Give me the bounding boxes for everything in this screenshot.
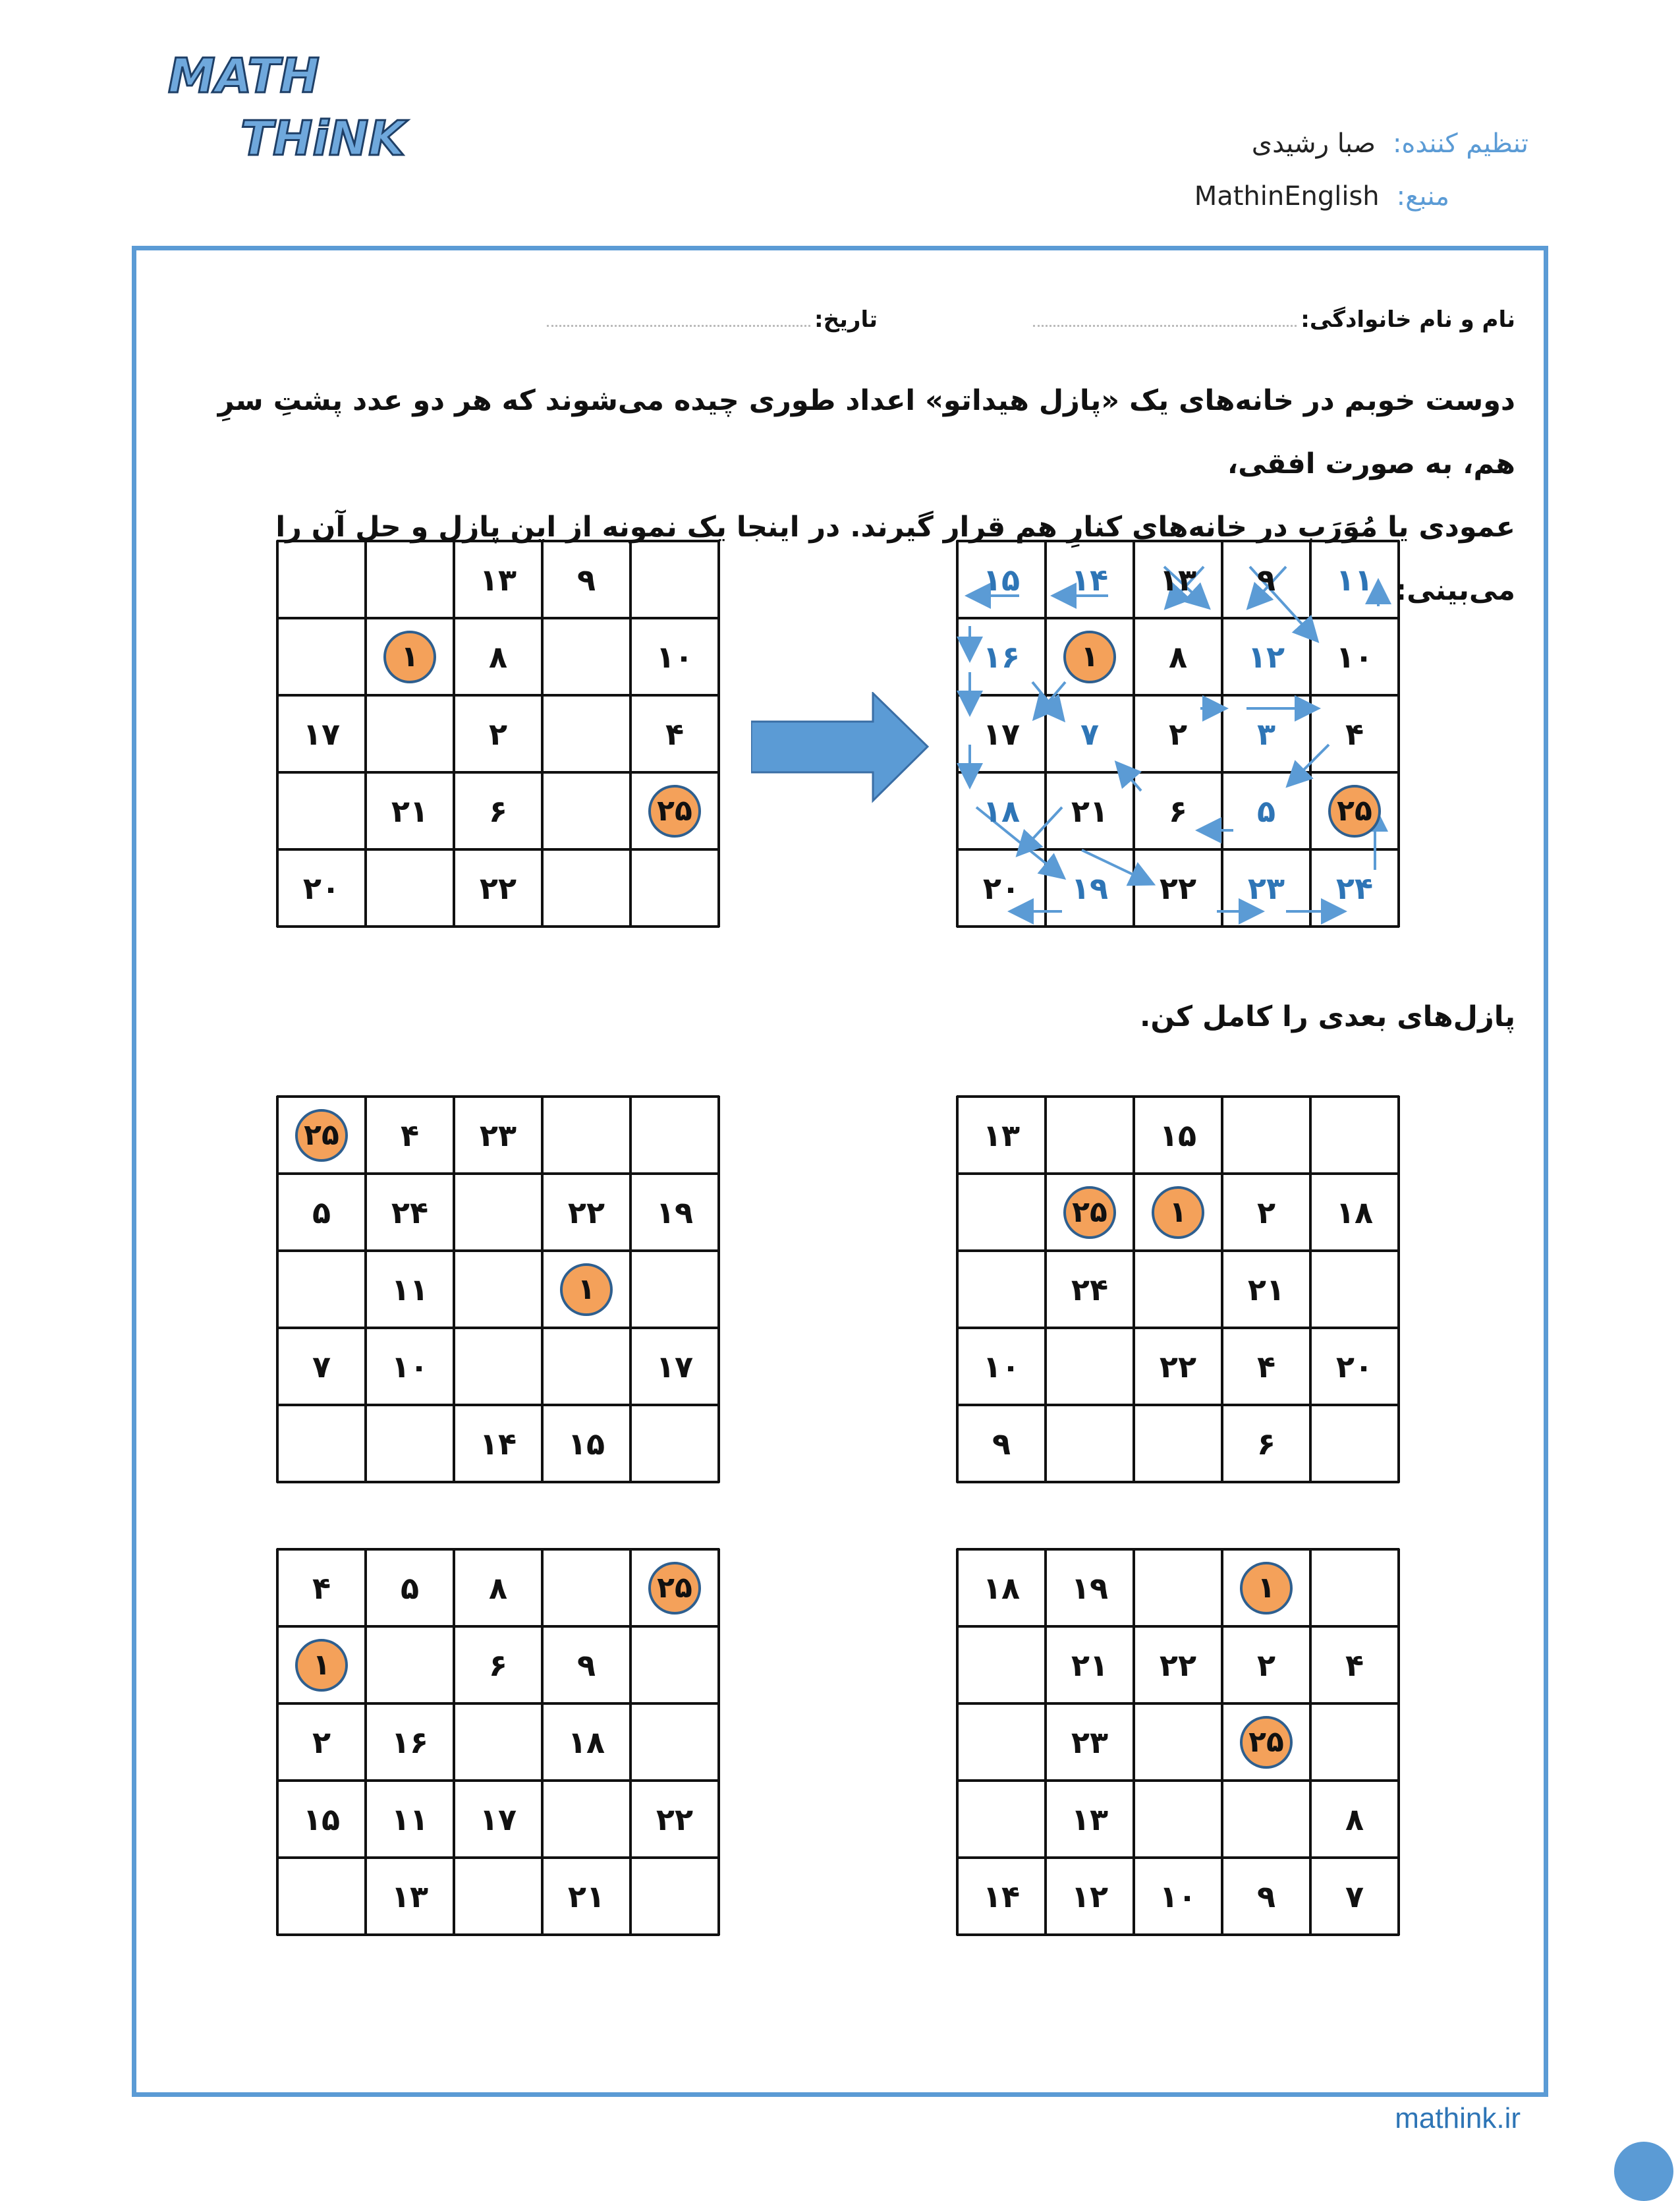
solution-arrow-icon: [751, 692, 929, 804]
source-value: MathinEnglish: [1194, 181, 1380, 212]
grid-cell[interactable]: [366, 541, 454, 618]
grid-cell: ۵: [312, 1194, 331, 1230]
grid-cell: [630, 772, 719, 849]
circled-number: ۲۵: [1328, 785, 1381, 838]
grid-cell: ۱۸: [982, 793, 1021, 829]
grid-cell: ۲: [1256, 1647, 1276, 1683]
grid-cell: ۵: [1256, 793, 1276, 829]
grid-cell: ۱۵: [302, 1801, 341, 1837]
grid-cell: ۹: [1256, 1878, 1276, 1914]
organizer-label: تنظیم کننده:: [1392, 129, 1528, 159]
grid-cell: ۲۳: [1071, 1724, 1109, 1760]
grid-cell[interactable]: [957, 1174, 1046, 1251]
mathink-logo: [165, 40, 415, 171]
grid-cell[interactable]: [542, 1328, 630, 1405]
grid-cell: ۱۶: [391, 1724, 429, 1760]
svg-text:MATH: MATH: [168, 48, 320, 103]
grid-cell[interactable]: [630, 1626, 719, 1703]
circled-number: ۲۵: [648, 1562, 701, 1615]
circled-number: ۱: [1240, 1562, 1293, 1615]
grid-cell: ۱۷: [982, 716, 1021, 752]
grid-cell: [542, 1251, 630, 1328]
grid-cell: ۲۲: [1159, 870, 1197, 906]
source-label: منبع:: [1396, 181, 1449, 212]
grid-cell: ۲: [312, 1724, 331, 1760]
grid-cell: ۱۱: [391, 1801, 429, 1837]
footer-site[interactable]: mathink.ir: [1395, 2102, 1521, 2134]
circled-number: ۲۵: [1240, 1716, 1293, 1769]
grid-cell: ۱۰: [656, 639, 694, 675]
grid-cell: ۹: [576, 1647, 596, 1683]
grid-cell: ۱۳: [982, 1117, 1021, 1153]
grid-cell[interactable]: [366, 1405, 454, 1482]
grid-cell: ۱۴: [1071, 561, 1109, 598]
circled-number: ۱: [295, 1639, 348, 1692]
grid-cell: ۲۲: [479, 870, 517, 906]
grid-cell: ۲۱: [391, 793, 429, 829]
grid-cell[interactable]: [1134, 1781, 1222, 1858]
grid-cell: ۱۰: [982, 1348, 1021, 1385]
grid-cell: ۴: [1345, 1647, 1364, 1683]
circled-number: ۲۵: [295, 1109, 348, 1162]
grid-cell: ۷: [312, 1348, 331, 1385]
grid-cell[interactable]: [1046, 1405, 1134, 1482]
grid-cell: ۵: [400, 1570, 420, 1606]
grid-cell: ۱۹: [1071, 870, 1109, 906]
grid-cell: ۷: [1080, 716, 1100, 752]
grid-cell[interactable]: [1310, 1405, 1399, 1482]
grid-cell: ۲۰: [302, 870, 341, 906]
grid-cell: ۲۴: [1335, 870, 1374, 906]
grid-cell[interactable]: [1222, 1097, 1310, 1174]
grid-cell: ۱۳: [1071, 1801, 1109, 1837]
grid-cell: ۱۱: [1335, 561, 1374, 598]
svg-text:THiNK: THiNK: [240, 111, 406, 166]
puzzle-b-grid[interactable]: [957, 1096, 1398, 1481]
grid-cell: ۱۷: [656, 1348, 694, 1385]
grid-cell: ۲۰: [982, 870, 1021, 906]
date-label: تاریخ:: [814, 306, 878, 333]
grid-cell[interactable]: [454, 1703, 542, 1781]
grid-cell[interactable]: [542, 772, 630, 849]
name-label: نام و نام خانوادگی:: [1301, 306, 1515, 333]
circled-number: ۱: [383, 631, 436, 683]
grid-cell: ۲۴: [391, 1194, 429, 1230]
grid-cell: ۸: [1345, 1801, 1364, 1837]
grid-cell: [1046, 1174, 1134, 1251]
grid-cell[interactable]: [542, 849, 630, 927]
grid-cell[interactable]: [542, 1549, 630, 1626]
grid-cell: ۲: [488, 716, 508, 752]
grid-cell: ۲۲: [567, 1194, 605, 1230]
grid-cell: ۱۵: [1159, 1117, 1197, 1153]
section-heading: پازل‌های بعدی را کامل کن.: [1140, 1000, 1515, 1033]
grid-cell: ۱۹: [656, 1194, 694, 1230]
grid-cell: ۱۳: [1159, 561, 1197, 598]
grid-cell: ۲۲: [656, 1801, 694, 1837]
grid-cell: ۱۹: [1071, 1570, 1109, 1606]
grid-cell[interactable]: [1310, 1549, 1399, 1626]
grid-cell: ۱۸: [982, 1570, 1021, 1606]
date-line[interactable]: [547, 325, 810, 327]
grid-cell: ۱۴: [982, 1878, 1021, 1914]
grid-cell[interactable]: [1134, 1549, 1222, 1626]
grid-cell: ۱۷: [302, 716, 341, 752]
grid-cell: ۱۴: [479, 1425, 517, 1462]
grid-cell[interactable]: [1046, 1328, 1134, 1405]
grid-cell: ۱۷: [479, 1801, 517, 1837]
grid-cell: ۱۰: [1335, 639, 1374, 675]
grid-cell: [277, 1626, 366, 1703]
grid-cell: ۶: [488, 793, 508, 829]
source-line: [1194, 181, 1449, 212]
grid-cell: ۴: [400, 1117, 420, 1153]
grid-cell: ۸: [1168, 639, 1188, 675]
circled-number: ۱: [1063, 631, 1116, 683]
grid-cell[interactable]: [957, 1781, 1046, 1858]
grid-cell[interactable]: [630, 849, 719, 927]
example-solution-grid: [957, 540, 1398, 926]
grid-cell[interactable]: [277, 1405, 366, 1482]
grid-cell[interactable]: [542, 1781, 630, 1858]
intro-line-1: دوست خوبم در خانه‌های یک «پازل هیداتو» اعداد طوری چیده می‌شوند که هر دو عدد پشتِ سرِ هم، به صورت افقی،: [217, 384, 1515, 480]
grid-cell[interactable]: [957, 1703, 1046, 1781]
grid-cell[interactable]: [1134, 1703, 1222, 1781]
grid-cell: ۴: [665, 716, 685, 752]
grid-cell: ۱۶: [982, 639, 1021, 675]
grid-cell: [1134, 1174, 1222, 1251]
circled-number: ۲۵: [1063, 1186, 1116, 1239]
grid-cell[interactable]: [630, 541, 719, 618]
grid-cell: ۲: [1256, 1194, 1276, 1230]
grid-cell: ۹: [576, 561, 596, 598]
grid-cell: ۴: [312, 1570, 331, 1606]
grid-cell[interactable]: [1134, 1251, 1222, 1328]
grid-cell[interactable]: [957, 1626, 1046, 1703]
grid-cell: ۱۸: [567, 1724, 605, 1760]
grid-cell: ۱۵: [982, 561, 1021, 598]
circled-number: ۱: [1152, 1186, 1204, 1239]
grid-cell: ۱۲: [1071, 1878, 1109, 1914]
grid-cell: ۷: [1345, 1878, 1364, 1914]
grid-cell[interactable]: [277, 772, 366, 849]
grid-cell: ۱۳: [391, 1878, 429, 1914]
organizer-line: [1252, 129, 1528, 159]
grid-cell: ۶: [1168, 793, 1188, 829]
grid-cell: ۹: [992, 1425, 1011, 1462]
grid-cell[interactable]: [1310, 1251, 1399, 1328]
grid-cell: ۱۲: [1247, 639, 1285, 675]
grid-cell: ۴: [1345, 716, 1364, 752]
name-field[interactable]: [1033, 306, 1515, 333]
grid-cell[interactable]: [542, 618, 630, 695]
grid-cell[interactable]: [630, 1405, 719, 1482]
grid-cell[interactable]: [366, 1626, 454, 1703]
circled-number: ۱: [560, 1263, 613, 1316]
grid-cell: [1046, 618, 1134, 695]
grid-cell: [366, 618, 454, 695]
grid-cell: ۱۳: [479, 561, 517, 598]
example-puzzle-grid: [277, 540, 718, 926]
intro-line-2: عمودی یا مُوَرَب در خانه‌های کنارِ هم قرار گیرند. در اینجا یک نمونه از این پازل و حل آن را می‌بینی:: [275, 511, 1515, 607]
grid-cell: ۲۱: [1071, 793, 1109, 829]
grid-cell[interactable]: [542, 695, 630, 772]
grid-cell[interactable]: [1046, 1097, 1134, 1174]
grid-cell: ۱۸: [1335, 1194, 1374, 1230]
grid-cell[interactable]: [277, 618, 366, 695]
organizer-value: صبا رشیدی: [1251, 129, 1376, 159]
grid-cell[interactable]: [454, 1328, 542, 1405]
grid-cell: ۲۲: [1159, 1647, 1197, 1683]
grid-cell: [630, 1549, 719, 1626]
grid-cell[interactable]: [277, 541, 366, 618]
grid-cell[interactable]: [1222, 1781, 1310, 1858]
grid-cell: ۱۱: [391, 1271, 429, 1307]
grid-cell[interactable]: [454, 1174, 542, 1251]
grid-cell: ۴: [1256, 1348, 1276, 1385]
grid-cell: ۹: [1256, 561, 1276, 598]
grid-cell: [277, 1097, 366, 1174]
puzzle-c-grid[interactable]: [277, 1549, 718, 1934]
date-field[interactable]: [547, 306, 878, 333]
name-line[interactable]: [1033, 325, 1297, 327]
grid-cell: ۲۱: [567, 1878, 605, 1914]
grid-cell[interactable]: [1310, 1097, 1399, 1174]
grid-cell[interactable]: [277, 1858, 366, 1935]
page-corner-dot: [1614, 2142, 1673, 2201]
grid-cell: ۲۲: [1159, 1348, 1197, 1385]
circled-number: ۲۵: [648, 785, 701, 838]
grid-cell: [1222, 1549, 1310, 1626]
grid-cell: ۳: [1256, 716, 1276, 752]
grid-cell[interactable]: [630, 1097, 719, 1174]
grid-cell[interactable]: [630, 1703, 719, 1781]
grid-cell: ۲۳: [479, 1117, 517, 1153]
grid-cell: [1222, 1703, 1310, 1781]
grid-cell[interactable]: [957, 1251, 1046, 1328]
grid-cell: ۱۵: [567, 1425, 605, 1462]
grid-cell[interactable]: [454, 1858, 542, 1935]
puzzle-a-grid[interactable]: [277, 1096, 718, 1481]
grid-cell[interactable]: [1310, 1703, 1399, 1781]
grid-cell[interactable]: [1134, 1405, 1222, 1482]
grid-cell[interactable]: [542, 1097, 630, 1174]
grid-cell: ۸: [488, 639, 508, 675]
grid-cell: ۶: [1256, 1425, 1276, 1462]
grid-cell[interactable]: [454, 1251, 542, 1328]
grid-cell: ۲: [1168, 716, 1188, 752]
grid-cell: ۱۰: [1159, 1878, 1197, 1914]
puzzle-d-grid[interactable]: [957, 1549, 1398, 1934]
grid-cell[interactable]: [366, 849, 454, 927]
grid-cell: ۲۱: [1071, 1647, 1109, 1683]
grid-cell: ۸: [488, 1570, 508, 1606]
grid-cell: [1310, 772, 1399, 849]
grid-cell: ۲۱: [1247, 1271, 1285, 1307]
grid-cell: ۲۳: [1247, 870, 1285, 906]
grid-cell[interactable]: [630, 1251, 719, 1328]
grid-cell: ۶: [488, 1647, 508, 1683]
grid-cell: ۲۰: [1335, 1348, 1374, 1385]
grid-cell[interactable]: [277, 1251, 366, 1328]
grid-cell: ۱۰: [391, 1348, 429, 1385]
grid-cell[interactable]: [366, 695, 454, 772]
grid-cell: ۲۴: [1071, 1271, 1109, 1307]
grid-cell[interactable]: [630, 1858, 719, 1935]
